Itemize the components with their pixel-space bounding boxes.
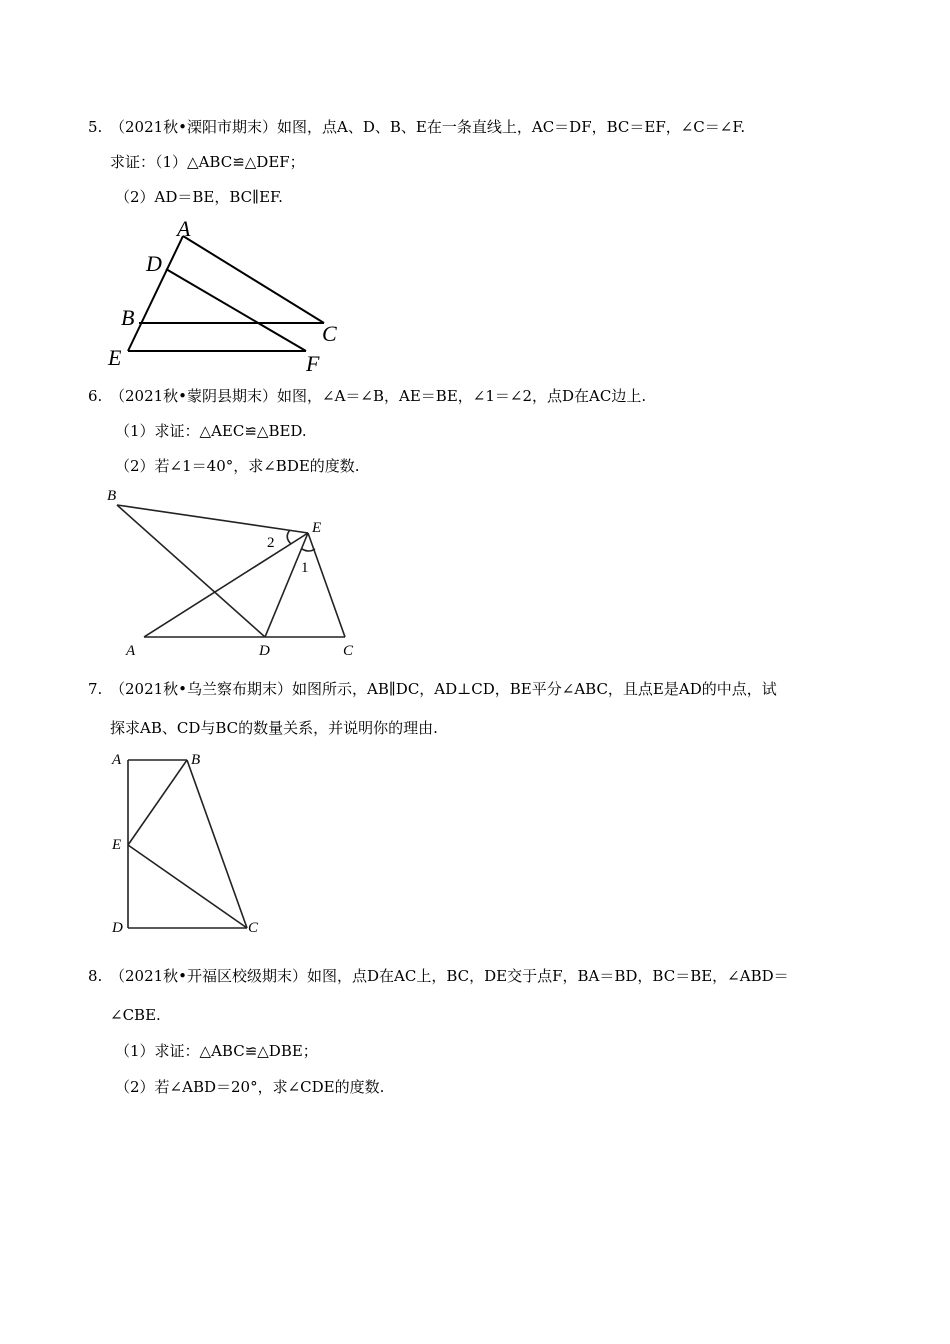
problem-5-number: 5. bbox=[88, 118, 103, 136]
label-C: C bbox=[343, 643, 354, 659]
problem-8-statement-cont: ∠CBE. bbox=[110, 1006, 161, 1024]
label-B: B bbox=[121, 305, 135, 330]
problem-8-part-2: （2）若∠ABD＝20°，求∠CDE的度数. bbox=[115, 1078, 385, 1096]
label-D: D bbox=[259, 643, 270, 659]
problem-6-part-1: （1）求证：△AEC≌△BED. bbox=[115, 422, 307, 440]
problem-6-statement: （2021秋•蒙阴县期末）如图，∠A＝∠B，AE＝BE，∠1＝∠2，点D在AC边上. bbox=[110, 387, 647, 405]
label-A: A bbox=[177, 216, 191, 241]
problem-7-figure bbox=[100, 745, 280, 945]
label-E: E bbox=[108, 345, 122, 370]
label-E: E bbox=[312, 520, 322, 536]
problem-5-statement: （2021秋•溧阳市期末）如图，点A、D、B、E在一条直线上，AC＝DF，BC＝EF，∠C＝∠F. bbox=[110, 118, 746, 136]
problem-7-statement: （2021秋•乌兰察布期末）如图所示，AB∥DC，AD⊥CD，BE平分∠ABC，且点E是AD的中点，试 bbox=[110, 680, 777, 698]
label-1: 1 bbox=[301, 560, 309, 576]
segment-EC bbox=[308, 533, 345, 637]
label-E: E bbox=[112, 837, 122, 853]
problem-8-number: 8. bbox=[88, 967, 103, 985]
problem-6-figure bbox=[100, 485, 370, 665]
label-A: A bbox=[126, 643, 136, 659]
label-C: C bbox=[248, 920, 259, 936]
segment-AC bbox=[183, 236, 324, 323]
problem-7-number: 7. bbox=[88, 680, 103, 698]
problem-6-number: 6. bbox=[88, 387, 103, 405]
segment-AE bbox=[144, 533, 308, 637]
segment-BE bbox=[117, 505, 308, 533]
label-B: B bbox=[107, 488, 117, 504]
angle-1-arc bbox=[302, 549, 315, 551]
label-2: 2 bbox=[267, 535, 275, 551]
label-D: D bbox=[112, 920, 123, 936]
problem-7-statement-cont: 探求AB、CD与BC的数量关系，并说明你的理由. bbox=[110, 719, 438, 737]
problem-8-part-1: （1）求证：△ABC≌△DBE； bbox=[115, 1042, 318, 1060]
label-D: D bbox=[146, 251, 162, 276]
label-F: F bbox=[306, 351, 320, 376]
segment-DF bbox=[166, 269, 306, 351]
problem-5-figure bbox=[100, 215, 350, 375]
segment-EC bbox=[128, 845, 247, 928]
segment-BD bbox=[117, 505, 265, 637]
label-A: A bbox=[112, 752, 122, 768]
segment-BC bbox=[187, 760, 247, 928]
label-C: C bbox=[322, 321, 337, 346]
angle-2-arc bbox=[287, 530, 291, 544]
label-B: B bbox=[191, 752, 201, 768]
problem-5-part-1: 求证：（1）△ABC≌△DEF； bbox=[110, 153, 305, 171]
problem-5-part-2: （2）AD＝BE，BC∥EF. bbox=[115, 188, 283, 206]
problem-6-part-2: （2）若∠1＝40°，求∠BDE的度数. bbox=[115, 457, 360, 475]
problem-8-statement: （2021秋•开福区校级期末）如图，点D在AC上，BC，DE交于点F，BA＝BD，BC＝BE，∠ABD＝ bbox=[110, 967, 789, 985]
segment-BE bbox=[128, 760, 187, 845]
